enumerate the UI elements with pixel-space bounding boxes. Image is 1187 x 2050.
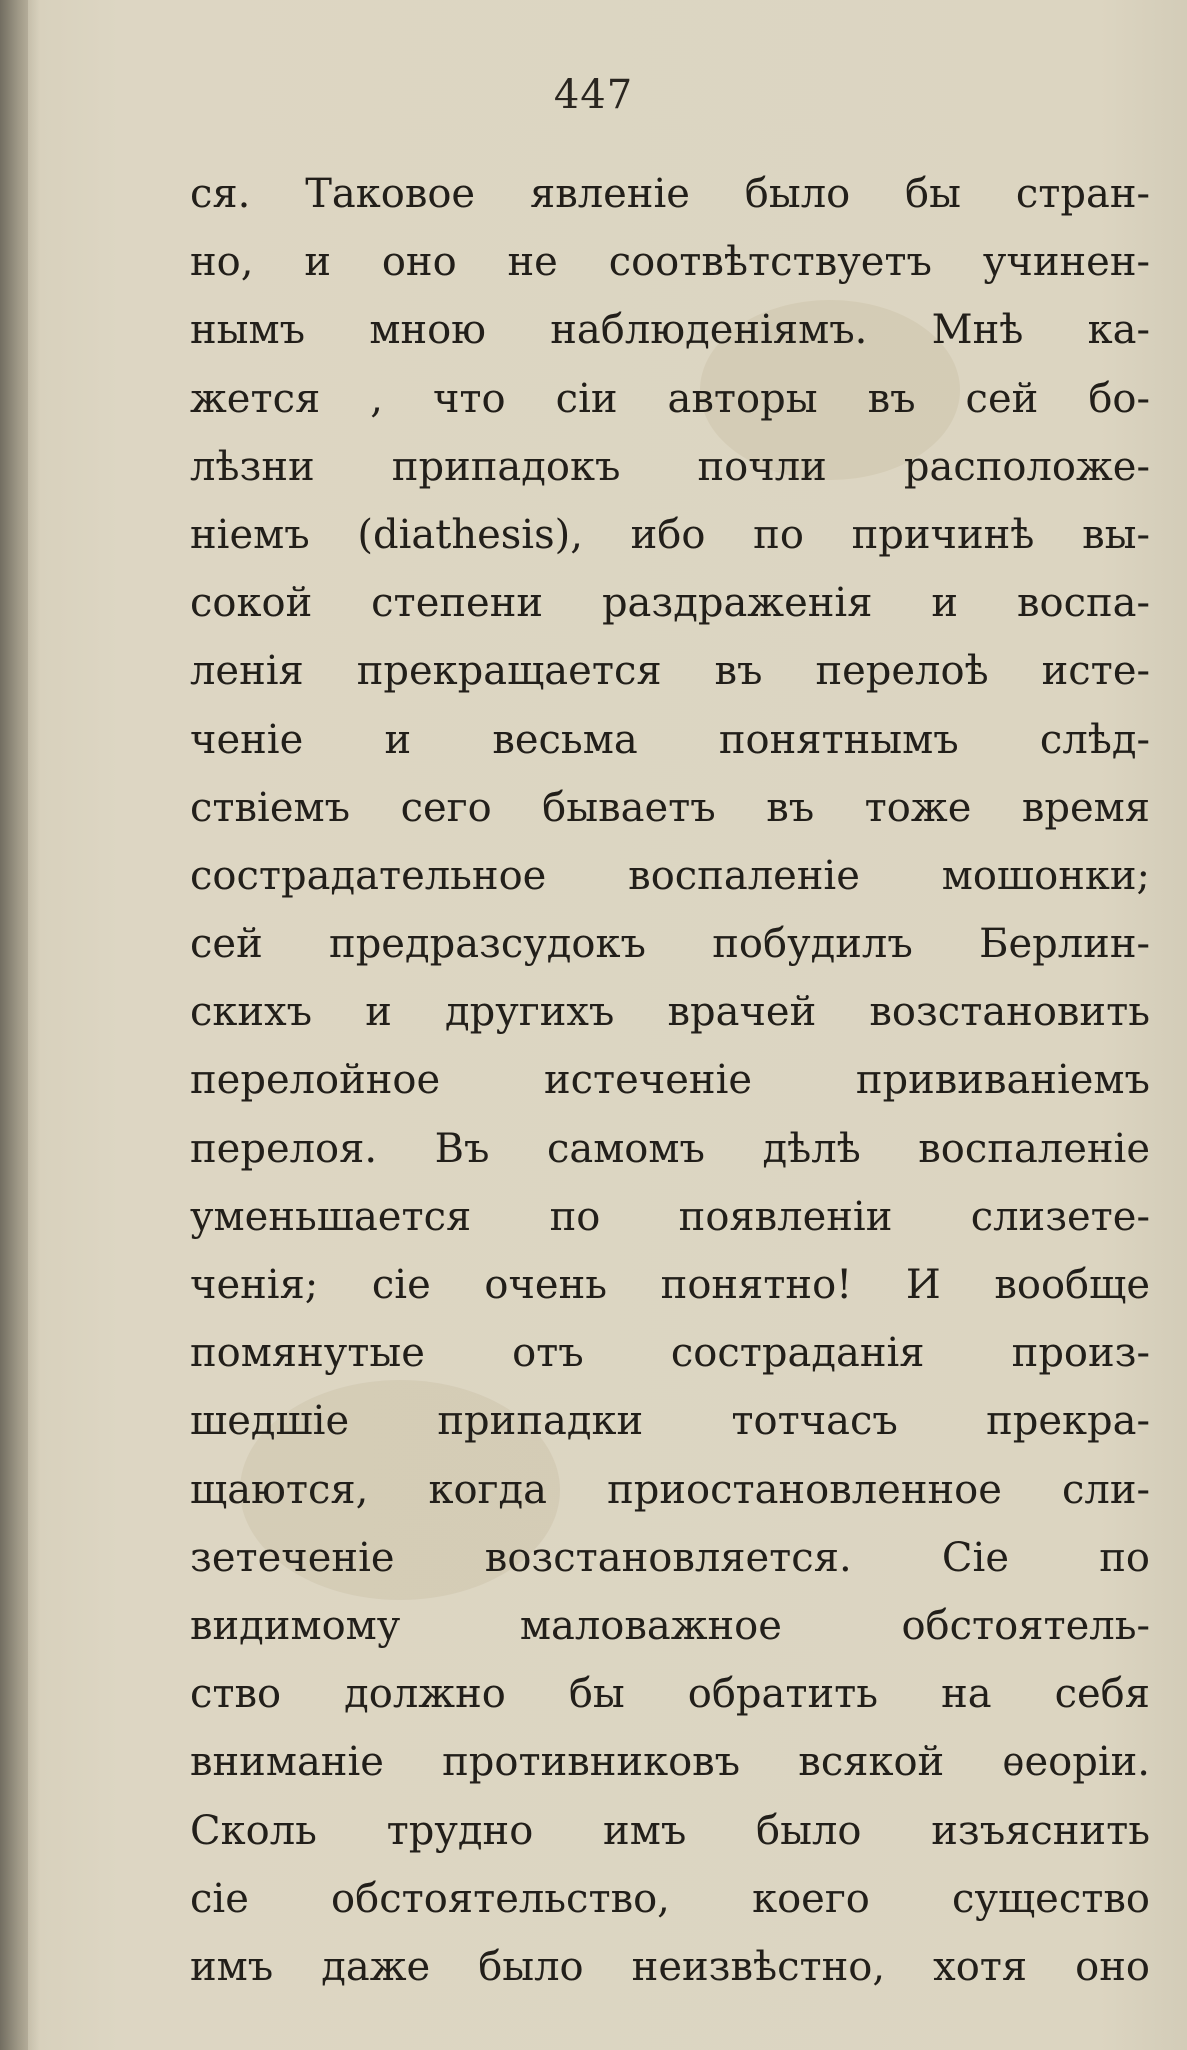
text-line: перелоя. Въ самомъ дѣлѣ воспаленіе	[190, 1125, 1150, 1172]
text-line: видимому маловажное обстоятель-	[190, 1602, 1150, 1649]
text-line: нымъ мною наблюденіямъ. Мнѣ ка-	[190, 307, 1150, 354]
text-line: ченія; сіе очень понятно! И вообще	[190, 1262, 1150, 1308]
text-line: имъ даже было неизвѣстно, хотя оно	[190, 1943, 1150, 1990]
text-line: ся. Таковое явленіе было бы стран-	[190, 171, 1150, 217]
text-line: Сколь трудно имъ было изъяснить	[190, 1807, 1150, 1854]
text-line: лѣзни припадокъ почли расположе-	[190, 443, 1150, 490]
text-line: ченіе и весьма понятнымъ слѣд-	[190, 716, 1150, 763]
text-line: сіе обстоятельство, коего существо	[190, 1875, 1150, 1922]
text-line: сокой степени раздраженія и воспа-	[190, 580, 1150, 627]
body-text	[190, 160, 1150, 2001]
text-line: жется , что сіи авторы въ сей бо-	[190, 375, 1150, 422]
text-line: уменьшается по появленіи слизете-	[190, 1193, 1150, 1240]
text-line: ніемъ (diathesis), ибо по причинѣ вы-	[190, 511, 1150, 558]
text-line: ленія прекращается въ перелоѣ исте-	[190, 648, 1150, 695]
page-number: 447	[553, 72, 634, 118]
text-line: зетеченіе возстановляется. Сіе по	[190, 1534, 1150, 1581]
text-line: щаются, когда приостановленное сли-	[190, 1466, 1150, 1513]
text-line: ство должно бы обратить на себя	[190, 1671, 1150, 1718]
text-line: но, и оно не соотвѣтствуетъ учинен-	[190, 239, 1150, 286]
text-line: помянутые отъ состраданія произ-	[190, 1330, 1150, 1377]
text-line: шедшіе припадки тотчасъ прекра-	[190, 1398, 1150, 1445]
text-line: перелойное истеченіе прививаніемъ	[190, 1057, 1150, 1104]
text-line: ствіемъ сего бываетъ въ тоже время	[190, 784, 1150, 831]
text-line: сострадательное воспаленіе мошонки;	[190, 852, 1150, 899]
text-line: сей предразсудокъ побудилъ Берлин-	[190, 921, 1150, 968]
text-line: вниманіе противниковъ всякой ѳеоріи.	[190, 1739, 1150, 1786]
binding-gutter	[0, 0, 28, 2050]
text-line: скихъ и другихъ врачей возстановить	[190, 989, 1150, 1036]
